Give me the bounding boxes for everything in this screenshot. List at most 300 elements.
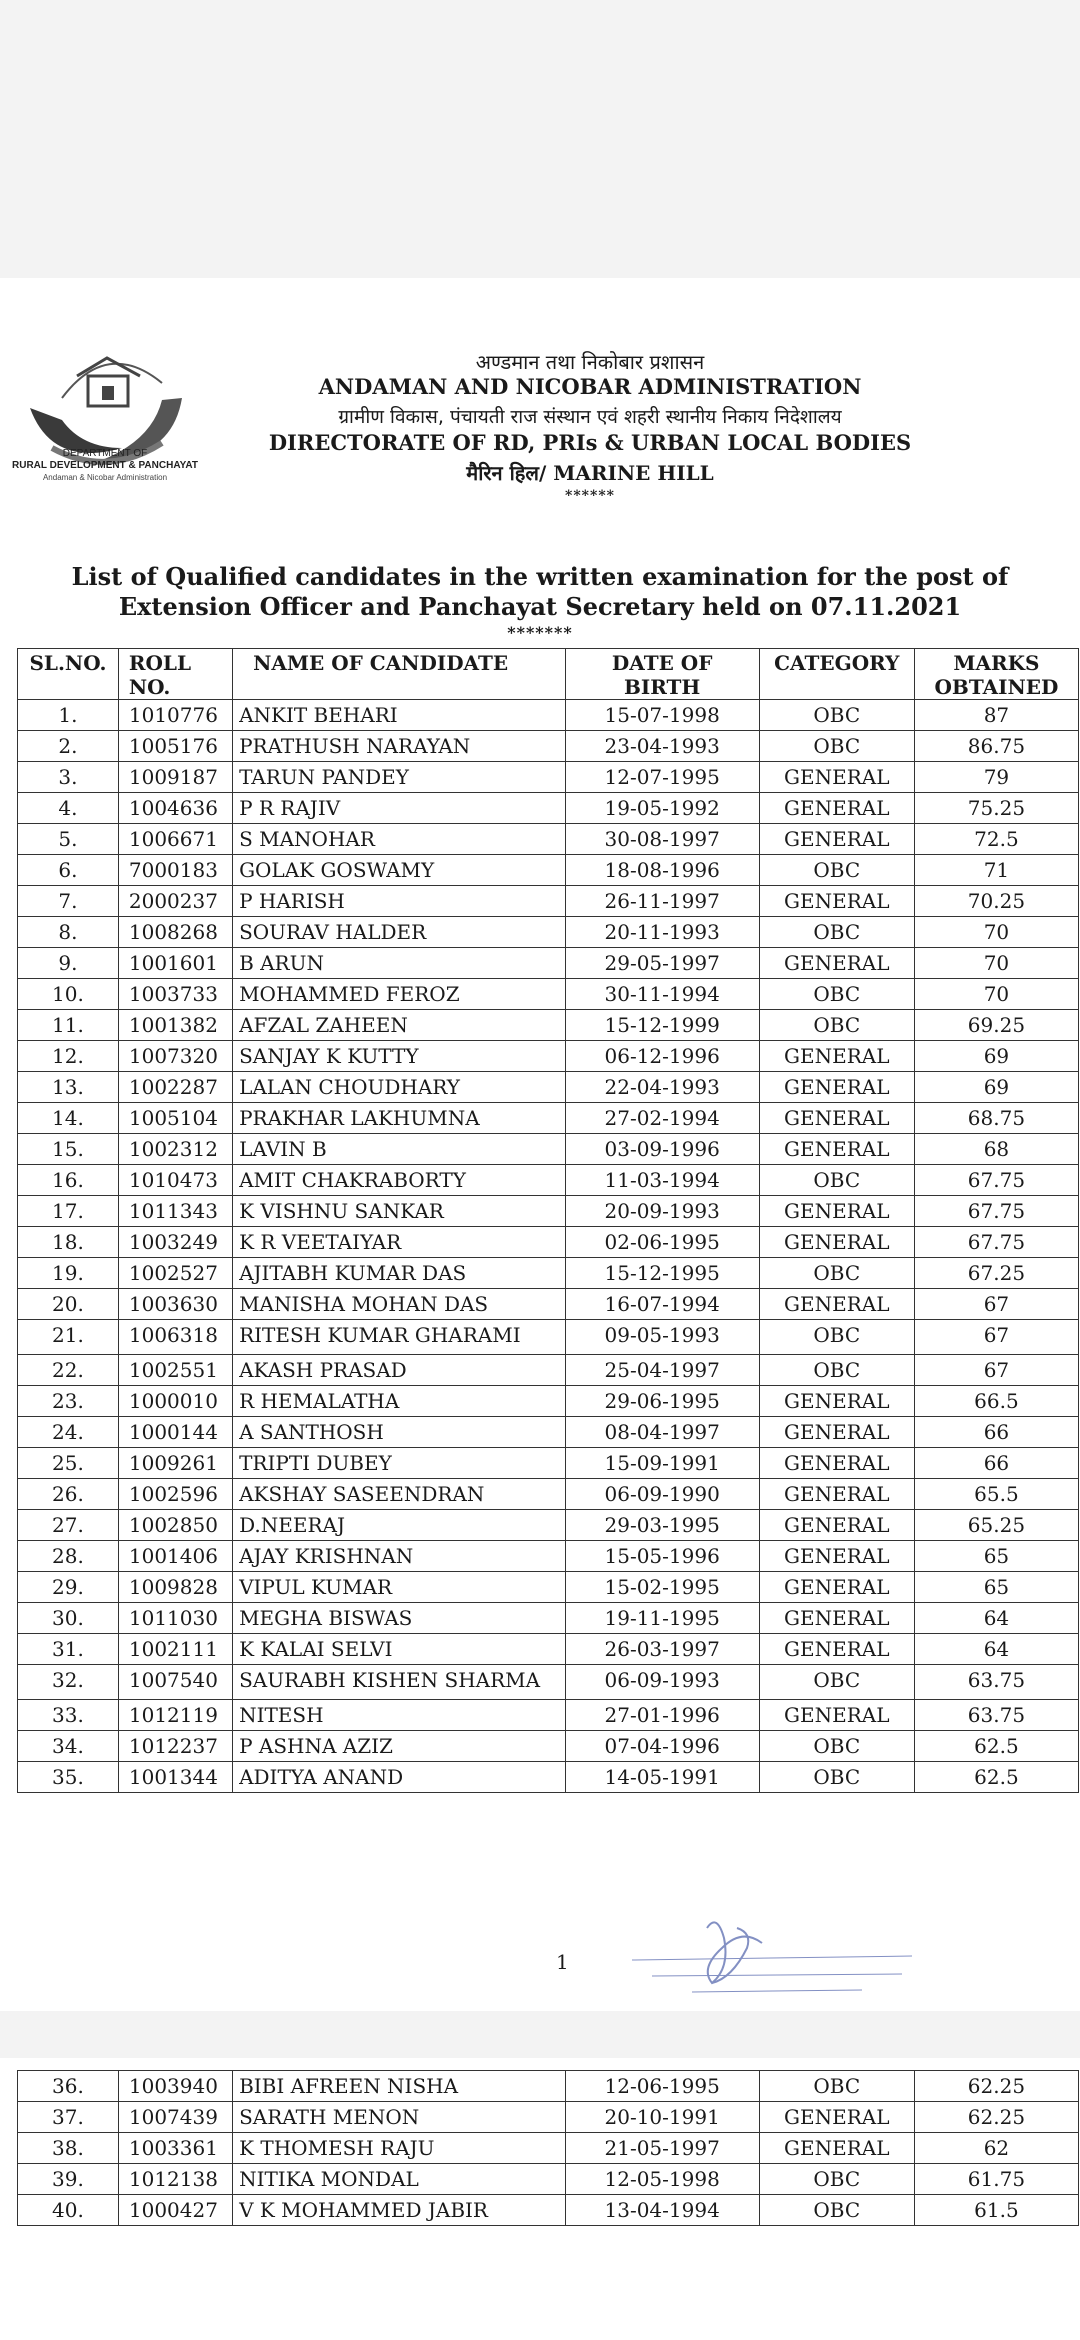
cell-category: GENERAL <box>759 1572 914 1603</box>
cell-candidate-name: LAVIN B <box>233 1134 566 1165</box>
cell-roll-no: 1003630 <box>118 1289 232 1320</box>
cell-roll-no: 1004636 <box>118 793 232 824</box>
letterhead-separator: ****** <box>565 488 615 504</box>
table-row <box>18 2133 1079 2164</box>
cell-roll-no: 1001382 <box>118 1010 232 1041</box>
table-row <box>18 824 1079 855</box>
cell-date-of-birth: 23-04-1993 <box>565 731 759 762</box>
cell-date-of-birth: 07-04-1996 <box>565 1731 759 1762</box>
cell-marks: 65.25 <box>914 1510 1078 1541</box>
cell-roll-no: 1011343 <box>118 1196 232 1227</box>
table-row <box>18 1134 1079 1165</box>
cell-sl-no: 35. <box>18 1762 119 1793</box>
table-row <box>18 1386 1079 1417</box>
cell-marks: 68.75 <box>914 1103 1078 1134</box>
cell-roll-no: 1010776 <box>118 700 232 731</box>
cell-marks: 67 <box>914 1355 1078 1386</box>
table-row <box>18 1165 1079 1196</box>
cell-roll-no: 1009187 <box>118 762 232 793</box>
cell-candidate-name: P HARISH <box>233 886 566 917</box>
cell-date-of-birth: 06-12-1996 <box>565 1041 759 1072</box>
cell-candidate-name: PRATHUSH NARAYAN <box>233 731 566 762</box>
cell-date-of-birth: 13-04-1994 <box>565 2195 759 2226</box>
table-row <box>18 793 1079 824</box>
table-row <box>18 1041 1079 1072</box>
header-dob <box>565 649 759 700</box>
cell-date-of-birth: 20-09-1993 <box>565 1196 759 1227</box>
table-row <box>18 1634 1079 1665</box>
official-stamp-signature <box>612 1908 942 2011</box>
logo-caption-line3: Andaman & Nicobar Administration <box>42 473 168 482</box>
cell-roll-no: 1002527 <box>118 1258 232 1289</box>
header-marks <box>914 649 1078 700</box>
cell-roll-no: 1003940 <box>118 2071 232 2102</box>
cell-sl-no: 29. <box>18 1572 119 1603</box>
cell-sl-no: 6. <box>18 855 119 886</box>
cell-marks: 67 <box>914 1289 1078 1320</box>
cell-sl-no: 37. <box>18 2102 119 2133</box>
table-row <box>18 948 1079 979</box>
header-marks-line1: MARKS <box>953 651 1040 675</box>
cell-date-of-birth: 15-05-1996 <box>565 1541 759 1572</box>
cell-candidate-name: P R RAJIV <box>233 793 566 824</box>
cell-roll-no: 1002596 <box>118 1479 232 1510</box>
cell-candidate-name: B ARUN <box>233 948 566 979</box>
cell-sl-no: 13. <box>18 1072 119 1103</box>
cell-sl-no: 2. <box>18 731 119 762</box>
cell-category: GENERAL <box>759 824 914 855</box>
cell-candidate-name: TARUN PANDEY <box>233 762 566 793</box>
cell-category: GENERAL <box>759 2133 914 2164</box>
cell-marks: 67.75 <box>914 1196 1078 1227</box>
cell-marks: 62 <box>914 2133 1078 2164</box>
cell-date-of-birth: 20-11-1993 <box>565 917 759 948</box>
cell-category: OBC <box>759 1762 914 1793</box>
cell-sl-no: 7. <box>18 886 119 917</box>
cell-candidate-name: BIBI AFREEN NISHA <box>233 2071 566 2102</box>
cell-candidate-name: MANISHA MOHAN DAS <box>233 1289 566 1320</box>
logo-caption-line2: RURAL DEVELOPMENT & PANCHAYAT <box>12 460 198 471</box>
cell-date-of-birth: 09-05-1993 <box>565 1320 759 1355</box>
cell-category: OBC <box>759 917 914 948</box>
cell-candidate-name: R HEMALATHA <box>233 1386 566 1417</box>
cell-marks: 70 <box>914 948 1078 979</box>
table-row <box>18 1762 1079 1793</box>
cell-category: OBC <box>759 700 914 731</box>
cell-sl-no: 8. <box>18 917 119 948</box>
cell-roll-no: 1007439 <box>118 2102 232 2133</box>
cell-marks: 67.75 <box>914 1227 1078 1258</box>
cell-roll-no: 1001344 <box>118 1762 232 1793</box>
cell-roll-no: 1001601 <box>118 948 232 979</box>
table-row <box>18 762 1079 793</box>
table-row <box>18 731 1079 762</box>
cell-marks: 67.25 <box>914 1258 1078 1289</box>
cell-category: OBC <box>759 979 914 1010</box>
cell-category: GENERAL <box>759 1700 914 1731</box>
table-row <box>18 2102 1079 2133</box>
cell-date-of-birth: 14-05-1991 <box>565 1762 759 1793</box>
cell-sl-no: 19. <box>18 1258 119 1289</box>
cell-roll-no: 1000144 <box>118 1417 232 1448</box>
cell-date-of-birth: 27-02-1994 <box>565 1103 759 1134</box>
cell-sl-no: 23. <box>18 1386 119 1417</box>
cell-sl-no: 3. <box>18 762 119 793</box>
cell-date-of-birth: 12-06-1995 <box>565 2071 759 2102</box>
cell-date-of-birth: 06-09-1990 <box>565 1479 759 1510</box>
cell-candidate-name: MOHAMMED FEROZ <box>233 979 566 1010</box>
table-row <box>18 979 1079 1010</box>
cell-marks: 66 <box>914 1417 1078 1448</box>
cell-sl-no: 9. <box>18 948 119 979</box>
cell-marks: 62.25 <box>914 2071 1078 2102</box>
cell-roll-no: 1011030 <box>118 1603 232 1634</box>
cell-candidate-name: K VISHNU SANKAR <box>233 1196 566 1227</box>
location-heading: मैरिन हिल/ MARINE HILL <box>466 461 714 485</box>
cell-candidate-name: K KALAI SELVI <box>233 1634 566 1665</box>
table-body-page-1 <box>18 700 1079 1793</box>
cell-sl-no: 40. <box>18 2195 119 2226</box>
cell-sl-no: 10. <box>18 979 119 1010</box>
cell-sl-no: 21. <box>18 1320 119 1355</box>
cell-date-of-birth: 12-07-1995 <box>565 762 759 793</box>
cell-roll-no: 1005176 <box>118 731 232 762</box>
cell-candidate-name: ANKIT BEHARI <box>233 700 566 731</box>
document-page-1 <box>0 278 1080 2011</box>
cell-category: GENERAL <box>759 948 914 979</box>
cell-roll-no: 1012237 <box>118 1731 232 1762</box>
cell-candidate-name: K THOMESH RAJU <box>233 2133 566 2164</box>
table-row <box>18 2071 1079 2102</box>
cell-sl-no: 18. <box>18 1227 119 1258</box>
cell-marks: 72.5 <box>914 824 1078 855</box>
cell-sl-no: 36. <box>18 2071 119 2102</box>
table-row <box>18 1417 1079 1448</box>
cell-marks: 70.25 <box>914 886 1078 917</box>
cell-sl-no: 33. <box>18 1700 119 1731</box>
cell-candidate-name: D.NEERAJ <box>233 1510 566 1541</box>
cell-date-of-birth: 08-04-1997 <box>565 1417 759 1448</box>
cell-date-of-birth: 27-01-1996 <box>565 1700 759 1731</box>
cell-category: OBC <box>759 1355 914 1386</box>
table-row <box>18 2195 1079 2226</box>
table-row <box>18 1448 1079 1479</box>
cell-date-of-birth: 18-08-1996 <box>565 855 759 886</box>
cell-sl-no: 39. <box>18 2164 119 2195</box>
cell-date-of-birth: 22-04-1993 <box>565 1072 759 1103</box>
cell-marks: 69.25 <box>914 1010 1078 1041</box>
cell-roll-no: 1002551 <box>118 1355 232 1386</box>
cell-sl-no: 14. <box>18 1103 119 1134</box>
cell-marks: 68 <box>914 1134 1078 1165</box>
cell-candidate-name: AJAY KRISHNAN <box>233 1541 566 1572</box>
cell-category: GENERAL <box>759 1196 914 1227</box>
cell-roll-no: 2000237 <box>118 886 232 917</box>
cell-category: OBC <box>759 2164 914 2195</box>
cell-candidate-name: LALAN CHOUDHARY <box>233 1072 566 1103</box>
cell-category: OBC <box>759 731 914 762</box>
cell-candidate-name: SANJAY K KUTTY <box>233 1041 566 1072</box>
cell-sl-no: 30. <box>18 1603 119 1634</box>
cell-marks: 70 <box>914 917 1078 948</box>
cell-marks: 63.75 <box>914 1700 1078 1731</box>
cell-roll-no: 1002312 <box>118 1134 232 1165</box>
cell-marks: 62.25 <box>914 2102 1078 2133</box>
cell-category: GENERAL <box>759 1634 914 1665</box>
cell-roll-no: 1003361 <box>118 2133 232 2164</box>
cell-category: GENERAL <box>759 1510 914 1541</box>
table-body-page-2 <box>18 2071 1079 2226</box>
cell-date-of-birth: 15-09-1991 <box>565 1448 759 1479</box>
cell-candidate-name: P ASHNA AZIZ <box>233 1731 566 1762</box>
cell-category: GENERAL <box>759 2102 914 2133</box>
cell-date-of-birth: 15-02-1995 <box>565 1572 759 1603</box>
cell-marks: 79 <box>914 762 1078 793</box>
cell-candidate-name: ADITYA ANAND <box>233 1762 566 1793</box>
cell-roll-no: 1003249 <box>118 1227 232 1258</box>
table-row <box>18 1731 1079 1762</box>
cell-marks: 64 <box>914 1603 1078 1634</box>
cell-roll-no: 1003733 <box>118 979 232 1010</box>
table-row <box>18 1603 1079 1634</box>
cell-date-of-birth: 21-05-1997 <box>565 2133 759 2164</box>
page-number: 1 <box>556 1950 569 1974</box>
header-category: CATEGORY <box>759 649 914 700</box>
cell-category: GENERAL <box>759 1072 914 1103</box>
header-roll-no: ROLL NO. <box>118 649 232 700</box>
cell-sl-no: 28. <box>18 1541 119 1572</box>
cell-marks: 61.75 <box>914 2164 1078 2195</box>
cell-candidate-name: GOLAK GOSWAMY <box>233 855 566 886</box>
cell-roll-no: 1002111 <box>118 1634 232 1665</box>
cell-category: GENERAL <box>759 1479 914 1510</box>
cell-category: GENERAL <box>759 1227 914 1258</box>
header-marks-line2: OBTAINED <box>934 675 1059 699</box>
cell-roll-no: 1001406 <box>118 1541 232 1572</box>
cell-date-of-birth: 11-03-1994 <box>565 1165 759 1196</box>
cell-marks: 66 <box>914 1448 1078 1479</box>
cell-sl-no: 32. <box>18 1665 119 1700</box>
table-row <box>18 1289 1079 1320</box>
cell-candidate-name: S MANOHAR <box>233 824 566 855</box>
cell-category: GENERAL <box>759 1103 914 1134</box>
cell-date-of-birth: 26-03-1997 <box>565 1634 759 1665</box>
cell-category: GENERAL <box>759 886 914 917</box>
cell-roll-no: 1002287 <box>118 1072 232 1103</box>
cell-marks: 70 <box>914 979 1078 1010</box>
cell-marks: 61.5 <box>914 2195 1078 2226</box>
cell-candidate-name: AKASH PRASAD <box>233 1355 566 1386</box>
english-directorate-heading: DIRECTORATE OF RD, PRIs & URBAN LOCAL BODIES <box>268 430 912 455</box>
cell-roll-no: 1007540 <box>118 1665 232 1700</box>
cell-marks: 87 <box>914 700 1078 731</box>
cell-roll-no: 1008268 <box>118 917 232 948</box>
cell-candidate-name: SAURABH KISHEN SHARMA <box>233 1665 566 1700</box>
cell-roll-no: 1006671 <box>118 824 232 855</box>
cell-candidate-name: AJITABH KUMAR DAS <box>233 1258 566 1289</box>
cell-candidate-name: SARATH MENON <box>233 2102 566 2133</box>
header-name: NAME OF CANDIDATE <box>233 649 566 700</box>
cell-sl-no: 16. <box>18 1165 119 1196</box>
cell-sl-no: 4. <box>18 793 119 824</box>
title-separator: ******* <box>507 623 573 642</box>
table-row <box>18 1103 1079 1134</box>
table-row <box>18 1196 1079 1227</box>
cell-sl-no: 26. <box>18 1479 119 1510</box>
cell-sl-no: 17. <box>18 1196 119 1227</box>
cell-date-of-birth: 15-07-1998 <box>565 700 759 731</box>
cell-candidate-name: AFZAL ZAHEEN <box>233 1010 566 1041</box>
cell-roll-no: 1009261 <box>118 1448 232 1479</box>
cell-marks: 65.5 <box>914 1479 1078 1510</box>
cell-roll-no: 1009828 <box>118 1572 232 1603</box>
cell-marks: 62.5 <box>914 1762 1078 1793</box>
cell-category: GENERAL <box>759 1603 914 1634</box>
cell-sl-no: 15. <box>18 1134 119 1165</box>
cell-roll-no: 1005104 <box>118 1103 232 1134</box>
cell-sl-no: 5. <box>18 824 119 855</box>
cell-marks: 66.5 <box>914 1386 1078 1417</box>
cell-sl-no: 31. <box>18 1634 119 1665</box>
cell-category: GENERAL <box>759 1386 914 1417</box>
list-title-line2: Extension Officer and Panchayat Secretary held on 07.11.2021 <box>118 592 962 621</box>
cell-marks: 63.75 <box>914 1665 1078 1700</box>
cell-category: GENERAL <box>759 1448 914 1479</box>
cell-date-of-birth: 30-08-1997 <box>565 824 759 855</box>
list-title-line1: List of Qualified candidates in the written examination for the post of <box>71 562 1009 591</box>
header-sl-no: SL.NO. <box>18 649 119 700</box>
english-administration-heading: ANDAMAN AND NICOBAR ADMINISTRATION <box>318 374 862 399</box>
cell-category: OBC <box>759 2071 914 2102</box>
qualified-candidates-table <box>17 648 1079 1793</box>
cell-roll-no: 1012119 <box>118 1700 232 1731</box>
document-page-2 <box>0 2058 1080 2340</box>
qualified-candidates-table-continued <box>17 2070 1079 2226</box>
cell-marks: 75.25 <box>914 793 1078 824</box>
table-row <box>18 1355 1079 1386</box>
cell-sl-no: 24. <box>18 1417 119 1448</box>
cell-sl-no: 25. <box>18 1448 119 1479</box>
table-row <box>18 1700 1079 1731</box>
table-row <box>18 855 1079 886</box>
cell-category: OBC <box>759 1010 914 1041</box>
cell-date-of-birth: 15-12-1995 <box>565 1258 759 1289</box>
table-row <box>18 1227 1079 1258</box>
table-row <box>18 1572 1079 1603</box>
cell-candidate-name: AMIT CHAKRABORTY <box>233 1165 566 1196</box>
cell-date-of-birth: 16-07-1994 <box>565 1289 759 1320</box>
cell-marks: 71 <box>914 855 1078 886</box>
cell-date-of-birth: 26-11-1997 <box>565 886 759 917</box>
cell-category: GENERAL <box>759 1289 914 1320</box>
cell-sl-no: 12. <box>18 1041 119 1072</box>
cell-marks: 67 <box>914 1320 1078 1355</box>
cell-category: OBC <box>759 1258 914 1289</box>
cell-date-of-birth: 20-10-1991 <box>565 2102 759 2133</box>
cell-date-of-birth: 25-04-1997 <box>565 1355 759 1386</box>
table-row <box>18 2164 1079 2195</box>
cell-category: OBC <box>759 1665 914 1700</box>
table-row <box>18 700 1079 731</box>
cell-category: OBC <box>759 1731 914 1762</box>
table-row <box>18 1510 1079 1541</box>
cell-category: OBC <box>759 1320 914 1355</box>
cell-category: GENERAL <box>759 1541 914 1572</box>
cell-date-of-birth: 02-06-1995 <box>565 1227 759 1258</box>
cell-candidate-name: A SANTHOSH <box>233 1417 566 1448</box>
table-row <box>18 1072 1079 1103</box>
header-dob-line1: DATE OF <box>611 651 713 675</box>
cell-category: OBC <box>759 1165 914 1196</box>
cell-date-of-birth: 30-11-1994 <box>565 979 759 1010</box>
cell-date-of-birth: 19-11-1995 <box>565 1603 759 1634</box>
cell-candidate-name: MEGHA BISWAS <box>233 1603 566 1634</box>
cell-category: GENERAL <box>759 1134 914 1165</box>
cell-date-of-birth: 29-05-1997 <box>565 948 759 979</box>
cell-date-of-birth: 15-12-1999 <box>565 1010 759 1041</box>
cell-candidate-name: TRIPTI DUBEY <box>233 1448 566 1479</box>
table-row <box>18 1479 1079 1510</box>
cell-sl-no: 20. <box>18 1289 119 1320</box>
table-row <box>18 886 1079 917</box>
cell-sl-no: 22. <box>18 1355 119 1386</box>
cell-date-of-birth: 06-09-1993 <box>565 1665 759 1700</box>
cell-candidate-name: AKSHAY SASEENDRAN <box>233 1479 566 1510</box>
cell-candidate-name: NITESH <box>233 1700 566 1731</box>
cell-candidate-name: SOURAV HALDER <box>233 917 566 948</box>
cell-roll-no: 1010473 <box>118 1165 232 1196</box>
cell-marks: 65 <box>914 1541 1078 1572</box>
cell-date-of-birth: 03-09-1996 <box>565 1134 759 1165</box>
table-row <box>18 1665 1079 1700</box>
cell-category: GENERAL <box>759 762 914 793</box>
cell-roll-no: 1006318 <box>118 1320 232 1355</box>
cell-date-of-birth: 29-06-1995 <box>565 1386 759 1417</box>
table-row <box>18 1010 1079 1041</box>
cell-roll-no: 1012138 <box>118 2164 232 2195</box>
cell-category: GENERAL <box>759 1417 914 1448</box>
table-row <box>18 1320 1079 1355</box>
table-row <box>18 917 1079 948</box>
cell-marks: 69 <box>914 1041 1078 1072</box>
cell-sl-no: 34. <box>18 1731 119 1762</box>
cell-marks: 64 <box>914 1634 1078 1665</box>
cell-category: OBC <box>759 855 914 886</box>
cell-roll-no: 1000427 <box>118 2195 232 2226</box>
cell-sl-no: 11. <box>18 1010 119 1041</box>
cell-date-of-birth: 29-03-1995 <box>565 1510 759 1541</box>
cell-candidate-name: NITIKA MONDAL <box>233 2164 566 2195</box>
cell-candidate-name: V K MOHAMMED JABIR <box>233 2195 566 2226</box>
cell-sl-no: 27. <box>18 1510 119 1541</box>
cell-marks: 67.75 <box>914 1165 1078 1196</box>
cell-date-of-birth: 19-05-1992 <box>565 793 759 824</box>
cell-candidate-name: PRAKHAR LAKHUMNA <box>233 1103 566 1134</box>
cell-marks: 86.75 <box>914 731 1078 762</box>
cell-sl-no: 1. <box>18 700 119 731</box>
cell-category: OBC <box>759 2195 914 2226</box>
cell-roll-no: 1002850 <box>118 1510 232 1541</box>
table-row <box>18 1258 1079 1289</box>
cell-roll-no: 1007320 <box>118 1041 232 1072</box>
cell-category: GENERAL <box>759 1041 914 1072</box>
cell-roll-no: 7000183 <box>118 855 232 886</box>
hindi-administration-heading: अण्डमान तथा निकोबार प्रशासन <box>475 350 705 374</box>
table-header-row <box>18 649 1079 700</box>
hindi-directorate-heading: ग्रामीण विकास, पंचायती राज संस्थान एवं शहरी स्थानीय निकाय निदेशालय <box>338 406 842 428</box>
cell-marks: 65 <box>914 1572 1078 1603</box>
table-row <box>18 1541 1079 1572</box>
